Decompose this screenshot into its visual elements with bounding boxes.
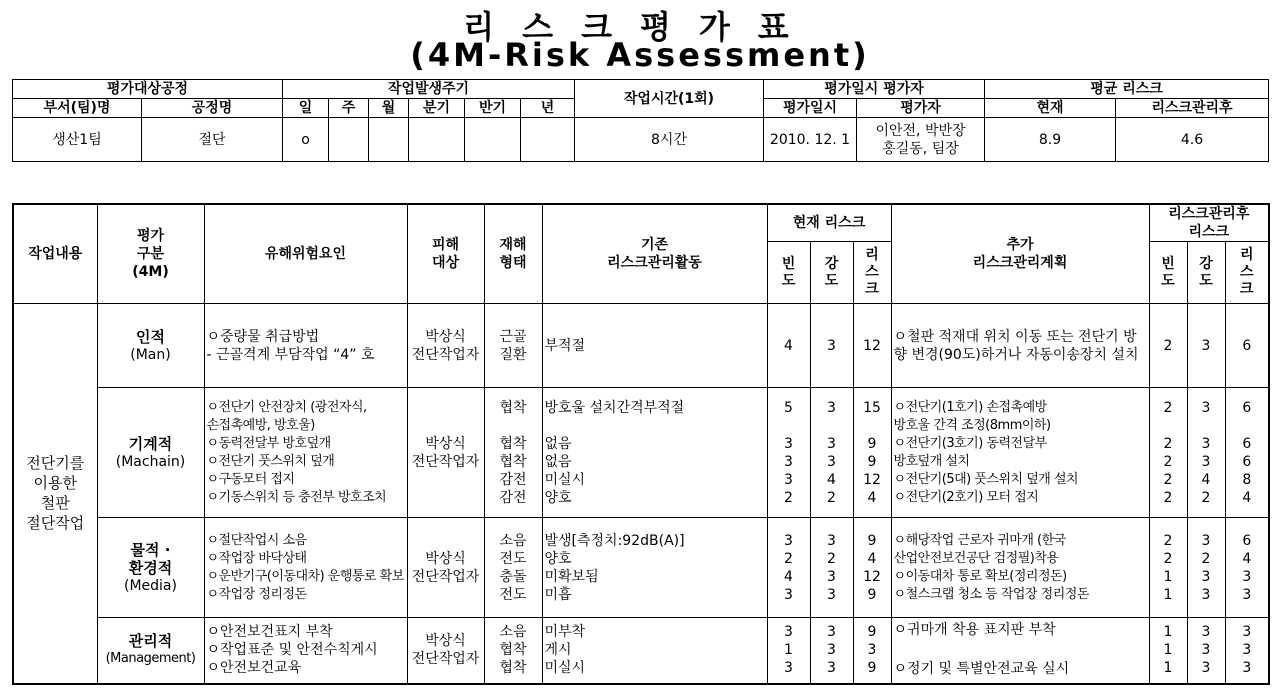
- risk-cell: 9 3 9: [853, 618, 891, 684]
- evaluator-header: 평가자: [857, 99, 985, 118]
- sev-cell: 3 3 3: [810, 618, 853, 684]
- eval-class-header: 평가 구분 (4M): [97, 204, 204, 304]
- month-value: [369, 118, 409, 162]
- task-header: 작업내용: [13, 204, 97, 304]
- day-value: o: [283, 118, 329, 162]
- category-cell: [97, 304, 204, 388]
- document-title: 리스크평가표: [463, 8, 817, 46]
- category-en: (Media): [124, 577, 177, 594]
- type-cell: 소음 협착 협착: [484, 618, 542, 684]
- table-row: [13, 518, 1269, 618]
- hazard-cell: ㅇ절단작업시 소음 ㅇ작업장 바닥상태 ㅇ운반기구(이동대차) 운행통로 확보 ㅇ작업장 정리정돈: [204, 518, 407, 618]
- current-risk-header: 현재 리스크: [767, 204, 891, 242]
- sev2-cell: 3 2 3 3: [1187, 518, 1225, 618]
- eval-header: 평가일시 평가자: [764, 80, 985, 99]
- hazard-header: 유해위험요인: [204, 204, 407, 304]
- eval-date-value: 2010. 12. 1: [764, 118, 857, 162]
- freq-cell: 3 1 3: [767, 618, 810, 684]
- additional-header: 추가 리스크관리계획: [891, 204, 1149, 304]
- category-cell: [97, 388, 204, 518]
- freq2-cell: 2 2 1 1: [1149, 518, 1187, 618]
- after-header: 리스크관리후: [1116, 99, 1269, 118]
- freq-cell: 5 3 3 3 2: [767, 388, 810, 518]
- risk2-cell: 6 6 6 8 4: [1225, 388, 1269, 518]
- cycle-header: 작업발생주기: [283, 80, 575, 99]
- day-header: 일: [283, 99, 329, 118]
- after-avg-value: 4.6: [1116, 118, 1269, 162]
- process-name-header: 공정명: [142, 99, 283, 118]
- half-value: [465, 118, 521, 162]
- quarter-value: [409, 118, 465, 162]
- sev-cell: 3 2 3 3: [810, 518, 853, 618]
- category-en: (Machain): [115, 453, 186, 470]
- sev2-cell: 3 3 3: [1187, 618, 1225, 684]
- eval-date-header: 평가일시: [764, 99, 857, 118]
- additional-cell: ㅇ귀마개 착용 표지판 부착 ㅇ정기 및 특별안전교육 실시: [891, 618, 1149, 684]
- table-row: [13, 388, 1269, 518]
- week-value: [329, 118, 369, 162]
- risk-cell: 15 9 9 12 4: [853, 388, 891, 518]
- category-en: (Management): [105, 651, 196, 667]
- work-time-header: 작업시간(1회): [575, 80, 764, 118]
- freq-cell: 4: [767, 304, 810, 388]
- dept-header: 부서(팀)명: [13, 99, 142, 118]
- hazard-cell: ㅇ중량물 취급방법 - 근골격계 부담작업 “4” 호: [204, 304, 407, 388]
- task-cell: 전단기를 이용한 철판 절단작업: [13, 304, 97, 684]
- additional-cell: ㅇ전단기(1호기) 손접촉예방 방호울 간격 조정(8mm이하) ㅇ전단기(3호기) 동력전달부 방호덮개 설치 ㅇ전단기(5대) 풋스위치 덮개 설치 ㅇ전단기(2호기) 모터 접지: [891, 388, 1149, 518]
- existing-cell: 미부착 게시 미실시: [542, 618, 767, 684]
- type-cell: 협착 협착 협착 감전 감전: [484, 388, 542, 518]
- risk-header: 리 스 크: [853, 242, 891, 304]
- category-ko: 인적: [136, 327, 165, 346]
- target-cell: 박상식 전단작업자: [407, 304, 484, 388]
- dept-value: 생산1팀: [13, 118, 142, 162]
- sev2-cell: 3 3 3 4 2: [1187, 388, 1225, 518]
- target-cell: 박상식 전단작업자: [407, 518, 484, 618]
- evaluator-value: 이안전, 박반장 홍길동, 팀장: [857, 118, 985, 162]
- additional-cell: ㅇ철판 적재대 위치 이동 또는 전단기 방향 변경(90도)하거나 자동이송장치 설치: [891, 304, 1149, 388]
- target-header: 피해 대상: [407, 204, 484, 304]
- risk-cell: 12: [853, 304, 891, 388]
- additional-cell: ㅇ해당작업 근로자 귀마개 (한국 산업안전보건공단 검정필)착용 ㅇ이동대차 통로 확보(정리정돈) ㅇ철스크랩 청소 등 작업장 정리정돈: [891, 518, 1149, 618]
- current-avg-value: 8.9: [985, 118, 1116, 162]
- target-cell: 박상식 전단작업자: [407, 388, 484, 518]
- process-header: 평가대상공정: [13, 80, 283, 99]
- freq2-cell: 2: [1149, 304, 1187, 388]
- risk-table: [12, 203, 1270, 685]
- half-header: 반기: [465, 99, 521, 118]
- freq-cell: 3 2 4 3: [767, 518, 810, 618]
- target-cell: 박상식 전단작업자: [407, 618, 484, 684]
- month-header: 월: [369, 99, 409, 118]
- sev2-header: 강 도: [1187, 242, 1225, 304]
- process-name-value: 절단: [142, 118, 283, 162]
- after-risk-header: 리스크관리후 리스크: [1149, 204, 1269, 242]
- sev-cell: 3 3 3 4 2: [810, 388, 853, 518]
- category-ko: 물적 · 환경적: [128, 540, 173, 577]
- risk2-cell: 6 4 3 3: [1225, 518, 1269, 618]
- year-value: [521, 118, 575, 162]
- category-cell: [97, 518, 204, 618]
- freq2-cell: 2 2 2 2 2: [1149, 388, 1187, 518]
- existing-cell: 방호울 설치간격부적절 없음 없음 미실시 양호: [542, 388, 767, 518]
- current-header: 현재: [985, 99, 1116, 118]
- quarter-header: 분기: [409, 99, 465, 118]
- existing-header: 기존 리스크관리활동: [542, 204, 767, 304]
- avg-risk-header: 평균 리스크: [985, 80, 1269, 99]
- document-subtitle: (4M-Risk Assessment): [410, 36, 870, 74]
- type-header: 재해 형태: [484, 204, 542, 304]
- category-en: (Man): [130, 346, 171, 363]
- category-cell: [97, 618, 204, 684]
- freq2-cell: 1 1 1: [1149, 618, 1187, 684]
- table-row: [13, 618, 1269, 684]
- risk2-cell: 3 3 3: [1225, 618, 1269, 684]
- category-ko: 관리적: [128, 632, 173, 651]
- sev-cell: 3: [810, 304, 853, 388]
- risk2-cell: 6: [1225, 304, 1269, 388]
- type-cell: 근골 질환: [484, 304, 542, 388]
- year-header: 년: [521, 99, 575, 118]
- week-header: 주: [329, 99, 369, 118]
- table-row: [13, 304, 1269, 388]
- risk-cell: 9 4 12 9: [853, 518, 891, 618]
- hazard-cell: ㅇ안전보건표지 부착 ㅇ작업표준 및 안전수칙게시 ㅇ안전보건교육: [204, 618, 407, 684]
- existing-cell: 발생[측정치:92dB(A)] 양호 미확보됨 미흡: [542, 518, 767, 618]
- risk2-header: 리 스 크: [1225, 242, 1269, 304]
- freq2-header: 빈 도: [1149, 242, 1187, 304]
- category-ko: 기계적: [128, 434, 173, 453]
- freq-header: 빈 도: [767, 242, 810, 304]
- work-time-value: 8시간: [575, 118, 764, 162]
- sev2-cell: 3: [1187, 304, 1225, 388]
- hazard-cell: ㅇ전단기 안전장치 (광전자식, 손접촉예방, 방호울) ㅇ동력전달부 방호덮개 ㅇ전단기 풋스위치 덮개 ㅇ구동모터 접지 ㅇ기동스위치 등 충전부 방호조치: [204, 388, 407, 518]
- summary-table: [12, 79, 1269, 162]
- sev-header: 강 도: [810, 242, 853, 304]
- type-cell: 소음 전도 충돌 전도: [484, 518, 542, 618]
- existing-cell: 부적절: [542, 304, 767, 388]
